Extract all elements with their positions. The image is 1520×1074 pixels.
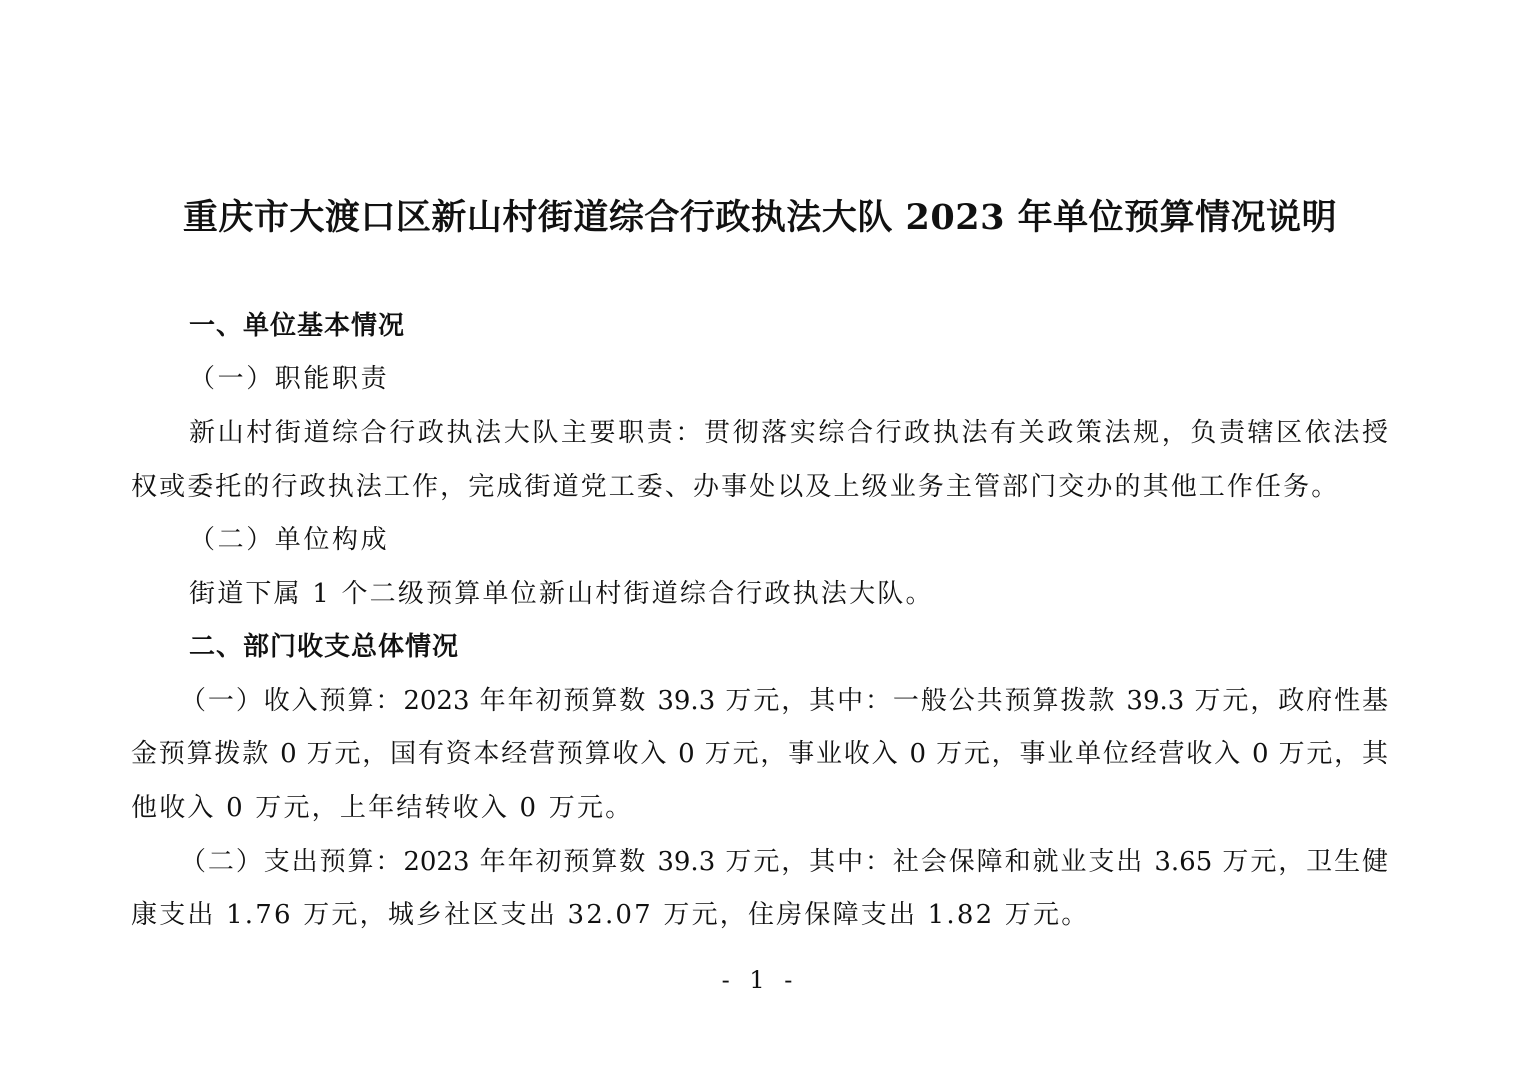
- paragraph-composition: 街道下属 1 个二级预算单位新山村街道综合行政执法大队。: [189, 579, 934, 609]
- subheading-composition: （二）单位构成: [189, 525, 390, 555]
- page-number: - 1 -: [721, 966, 799, 994]
- paragraph-duties-line-1: 新山村街道综合行政执法大队主要职责：贯彻落实综合行政执法有关政策法规，负责辖区依法授: [189, 418, 1388, 448]
- paragraph-income-line-2: 金预算拨款 0 万元，国有资本经营预算收入 0 万元，事业收入 0 万元，事业单位经营收入 0 万元，其: [131, 739, 1388, 769]
- paragraph-expenditure-line-2: 康支出 1.76 万元，城乡社区支出 32.07 万元，住房保障支出 1.82 万元。: [131, 900, 1090, 930]
- paragraph-income-line-1: （一）收入预算：2023 年年初预算数 39.3 万元，其中：一般公共预算拨款 39.3 万元，政府性基: [180, 686, 1388, 716]
- subheading-duties: （一）职能职责: [189, 364, 390, 394]
- section-heading-basic-info: 一、单位基本情况: [189, 311, 406, 341]
- section-heading-budget-overview: 二、部门收支总体情况: [189, 632, 460, 662]
- paragraph-expenditure-line-1: （二）支出预算：2023 年年初预算数 39.3 万元，其中：社会保障和就业支出 3.65 万元，卫生健: [180, 847, 1388, 877]
- paragraph-duties-line-2: 权或委托的行政执法工作，完成街道党工委、办事处以及上级业务主管部门交办的其他工作任务。: [131, 472, 1340, 502]
- document-title: 重庆市大渡口区新山村街道综合行政执法大队 2023 年单位预算情况说明: [182, 197, 1338, 238]
- paragraph-income-line-3: 他收入 0 万元，上年结转收入 0 万元。: [131, 793, 634, 823]
